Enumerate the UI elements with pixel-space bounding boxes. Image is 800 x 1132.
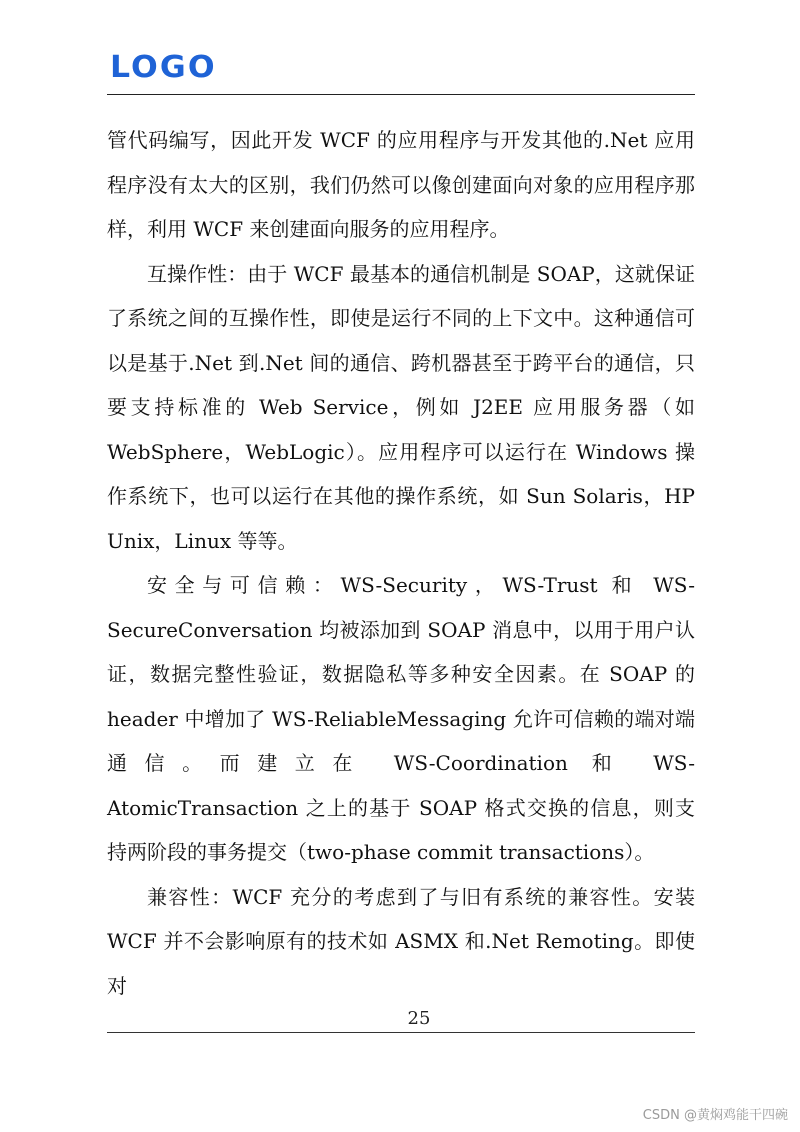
footer-divider xyxy=(107,1032,695,1033)
page-number: 25 xyxy=(407,1008,431,1029)
paragraph-compatibility: 兼容性：WCF 充分的考虑到了与旧有系统的兼容性。安装 WCF 并不会影响原有的技术如 ASMX 和.Net Remoting。即使对 xyxy=(107,884,695,998)
document-body xyxy=(107,118,695,1008)
paragraph-continuation: 管代码编写，因此开发 WCF 的应用程序与开发其他的.Net 应用程序没有太大的区别，我们仍然可以像创建面向对象的应用程序那样，利用 WCF 来创建面向服务的应用程序。 xyxy=(107,128,695,241)
header-divider xyxy=(107,94,695,95)
logo: LOGO xyxy=(110,50,217,85)
paragraph-security: 安全与可信赖：WS-Security，WS-Trust 和 WS-SecureConversation 均被添加到 SOAP 消息中，以用于用户认证，数据完整性验证，数据隐私等多种安全因素。在 SOAP 的 header 中增加了 WS-ReliableMessaging 允许可信赖的端对端通信。而建立在 WS-Coordination 和 WS- AtomicTransaction 之上的基于 SOAP 格式交换的信息，则支持两阶段的事务提交（two-phase commit transactions）。 xyxy=(107,573,695,864)
watermark: CSDN @黄焖鸡能干四碗 xyxy=(642,1108,788,1123)
paragraph-interoperability: 互操作性：由于 WCF 最基本的通信机制是 SOAP，这就保证了系统之间的互操作性，即使是运行不同的上下文中。这种通信可以是基于.Net 到.Net 间的通信、跨机器甚至于跨平台的通信，只要支持标准的 Web Service，例如 J2EE 应用服务器（如 WebSphere，WebLogic）。应用程序可以运行在 Windows 操作系统下，也可以运行在其他的操作系统，如 Sun Solaris，HP Unix，Linux 等等。 xyxy=(107,261,695,553)
